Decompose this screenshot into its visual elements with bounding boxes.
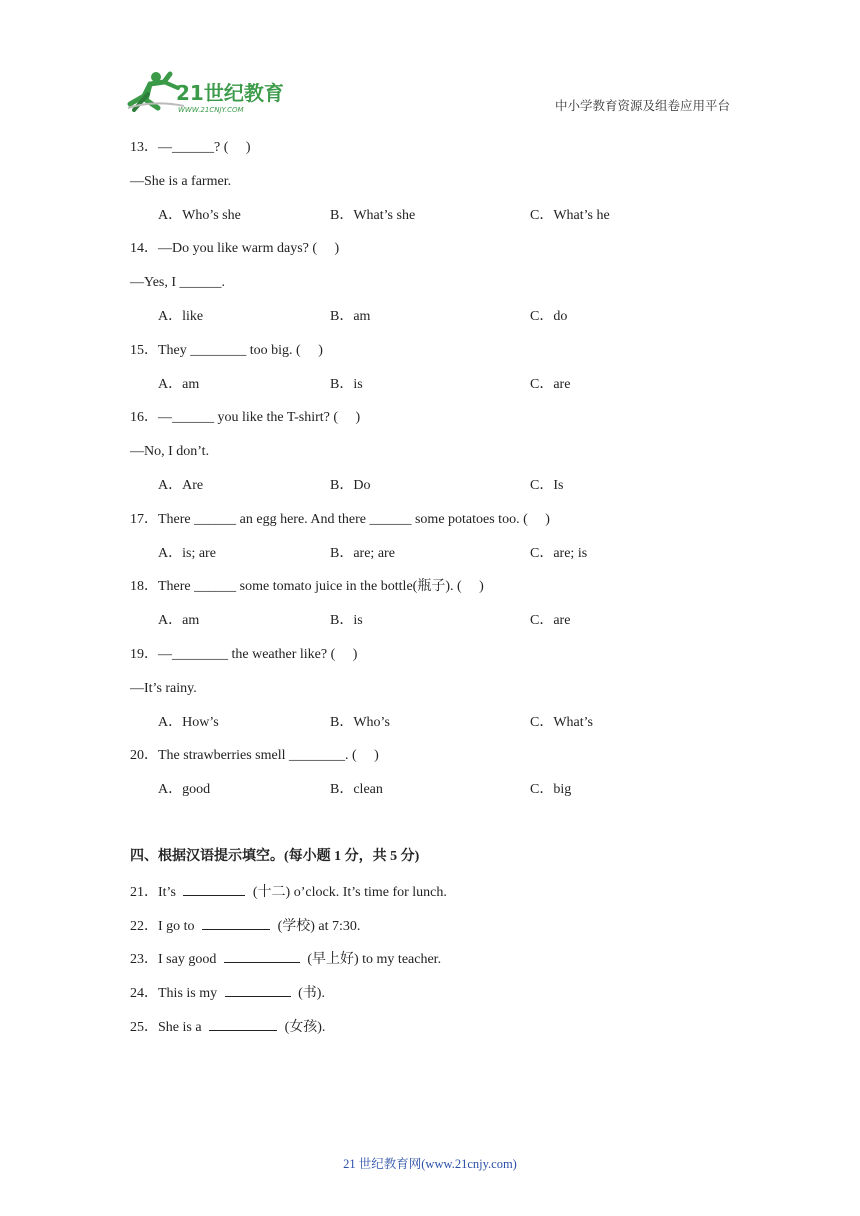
option-c[interactable]: C．What’s he (530, 207, 610, 223)
answer-blank[interactable] (224, 948, 300, 963)
answer-blank[interactable] (209, 1016, 277, 1031)
question-stem: 15．They ________ too big. ( ) (130, 342, 323, 358)
option-c[interactable]: C．do (530, 308, 568, 324)
option-b[interactable]: B．is (330, 613, 363, 629)
option-b[interactable]: B．Who’s (330, 714, 390, 730)
fill-blank-item (130, 881, 750, 915)
option-b[interactable]: B．am (330, 308, 371, 324)
option-b[interactable]: B．clean (330, 782, 383, 798)
option-b[interactable]: B．are; are (330, 545, 395, 561)
item-text-before: 23．I say good (130, 952, 220, 968)
option-c[interactable]: C．big (530, 782, 572, 798)
question-stem: 16．—______ you like the T-shirt? ( ) (130, 410, 361, 426)
fill-blank-item (130, 982, 750, 1016)
answer-blank[interactable] (183, 881, 245, 896)
option-c[interactable]: C．are (530, 613, 571, 629)
option-c[interactable]: C．are (530, 376, 571, 392)
item-text-after: (十二) o’clock. It’s time for lunch. (249, 884, 447, 900)
question-dialogue-line: —Yes, I ______. (130, 275, 226, 291)
options-row (130, 713, 750, 747)
item-text-before: 22．I go to (130, 918, 199, 934)
section-title: 四、根据汉语提示填空。(每小题 1 分，共 5 分) (130, 848, 420, 864)
option-a[interactable]: A．Who’s she (158, 207, 241, 223)
fill-blank-item (130, 915, 750, 949)
question-dialogue-line: —It’s rainy. (130, 680, 197, 696)
option-a[interactable]: A．good (158, 782, 211, 798)
item-text-before: 24．This is my (130, 986, 221, 1002)
option-b[interactable]: B．What’s she (330, 207, 416, 223)
option-c[interactable]: C．are; is (530, 545, 588, 561)
question-list (130, 138, 750, 1050)
footer-site-link[interactable]: 21 世纪教育网(www.21cnjy.com) (343, 1157, 517, 1171)
question-stem: 18．There ______ some tomato juice in the bottle(瓶子). ( ) (130, 579, 484, 595)
option-c[interactable]: C．Is (530, 477, 564, 493)
item-text-after: (学校) at 7:30. (274, 918, 361, 934)
options-row (130, 544, 750, 578)
question-stem: 13．—______? ( ) (130, 140, 251, 155)
answer-blank[interactable] (202, 915, 270, 930)
option-a[interactable]: A．is; are (158, 545, 216, 561)
question-stem: 14．—Do you like warm days? ( ) (130, 241, 340, 257)
fill-blank-item (130, 948, 750, 982)
options-row (130, 375, 750, 409)
item-text-after: (书). (294, 986, 325, 1002)
options-row (130, 206, 750, 240)
option-a[interactable]: A．like (158, 308, 204, 324)
item-text-after: (女孩). (281, 1019, 326, 1035)
option-a[interactable]: A．am (158, 376, 200, 392)
option-a[interactable]: A．How’s (158, 714, 219, 730)
question-dialogue-line: —No, I don’t. (130, 444, 210, 460)
fill-blank-item (130, 1016, 750, 1050)
item-text-before: 25．She is a (130, 1019, 206, 1035)
answer-blank[interactable] (225, 982, 291, 997)
item-text-before: 21．It’s (130, 884, 180, 900)
option-a[interactable]: A．am (158, 613, 200, 629)
header-platform-text: 中小学教育资源及组卷应用平台 (554, 99, 730, 113)
option-b[interactable]: B．is (330, 376, 363, 392)
options-row (130, 611, 750, 645)
option-b[interactable]: B．Do (330, 477, 371, 493)
question-dialogue-line: —She is a farmer. (130, 173, 232, 189)
option-a[interactable]: A．Are (158, 477, 204, 493)
logo (124, 70, 294, 116)
options-row (130, 780, 750, 814)
question-stem: 20．The strawberries smell ________. ( ) (130, 748, 379, 764)
option-c[interactable]: C．What’s (530, 714, 593, 730)
logo-url: WWW.21CNJY.COM (178, 106, 244, 114)
question-stem: 17．There ______ an egg here. And there ______ some potatoes too. ( ) (130, 511, 550, 527)
item-text-after: (早上好) to my teacher. (303, 952, 442, 968)
options-row (130, 476, 750, 510)
logo-text: 21世纪教育 (176, 81, 284, 105)
question-stem: 19．—________ the weather like? ( ) (130, 646, 358, 662)
options-row (130, 307, 750, 341)
